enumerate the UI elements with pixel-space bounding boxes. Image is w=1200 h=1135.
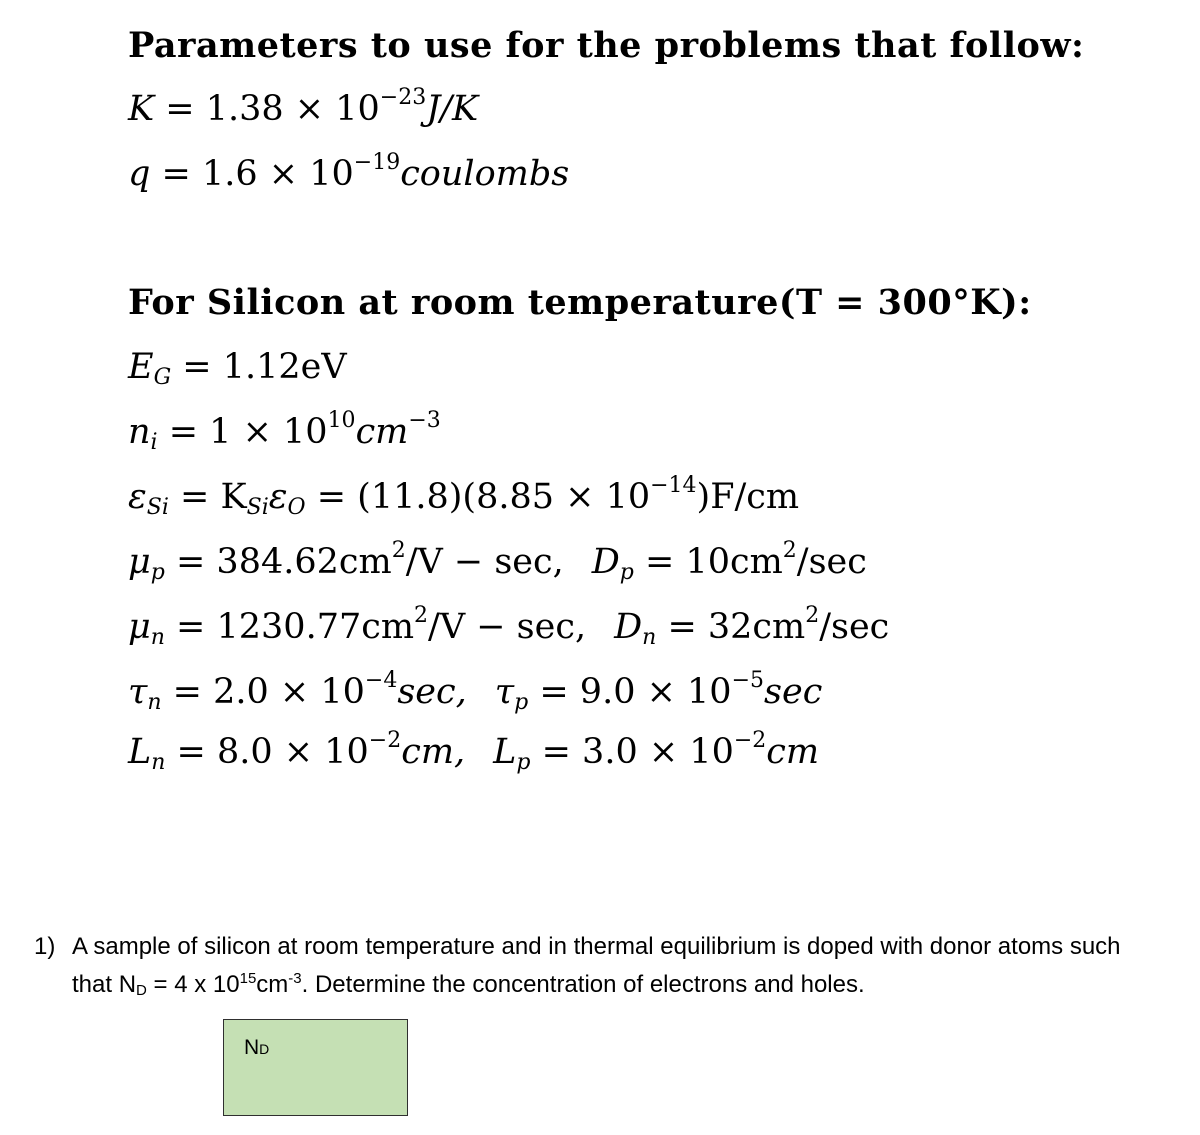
diffusion-lengths: $L_n = 8.0 \times 10^{-2}cm$, $L_p = 3.0 \times 10^{-2}cm$ (128, 728, 820, 775)
carrier-lifetimes: $\tau_n = 2.0 \times 10^{-4}\sec$, $\tau_p = 9.0 \times 10^{-5}\sec$ (128, 668, 823, 715)
problem-1 (34, 928, 1164, 1004)
silicon-permittivity: $\varepsilon_{Si} = K_{Si}\varepsilon_O = (11.8)(8.85 \times 10^{-14})F/cm$ (128, 473, 800, 520)
problem-number: 1) (34, 933, 56, 960)
answer-box-label: ND (244, 1036, 270, 1059)
answer-box[interactable] (223, 1019, 408, 1116)
parameters-heading: Parameters to use for the problems that follow: (128, 25, 1085, 66)
silicon-heading: For Silicon at room temperature(T = 300°K): (128, 282, 1032, 323)
boltzmann-constant: $K = 1.38 \times 10^{-23}J/K$ (128, 85, 479, 129)
intrinsic-concentration: $n_i = 1 \times 10^{10}cm^{-3}$ (128, 408, 441, 455)
bandgap-energy: $E_G = 1.12eV$ (128, 347, 347, 390)
electron-mobility-diffusion: $\mu_n = 1230.77cm^2/V - \sec$, $D_n = 32cm^2/\sec$ (128, 603, 890, 650)
electron-charge: $q = 1.6 \times 10^{-19}coulombs$ (128, 150, 570, 194)
problem-text: A sample of silicon at room temperature and in thermal equilibrium is doped with donor atoms such that $N_D = 4$ x $10^{15}cm^{-3}$. Determine the concentration of electrons and holes. (72, 933, 1121, 999)
hole-mobility-diffusion: $\mu_p = 384.62cm^2/V - \sec$, $D_p = 10cm^2/\sec$ (128, 538, 867, 585)
